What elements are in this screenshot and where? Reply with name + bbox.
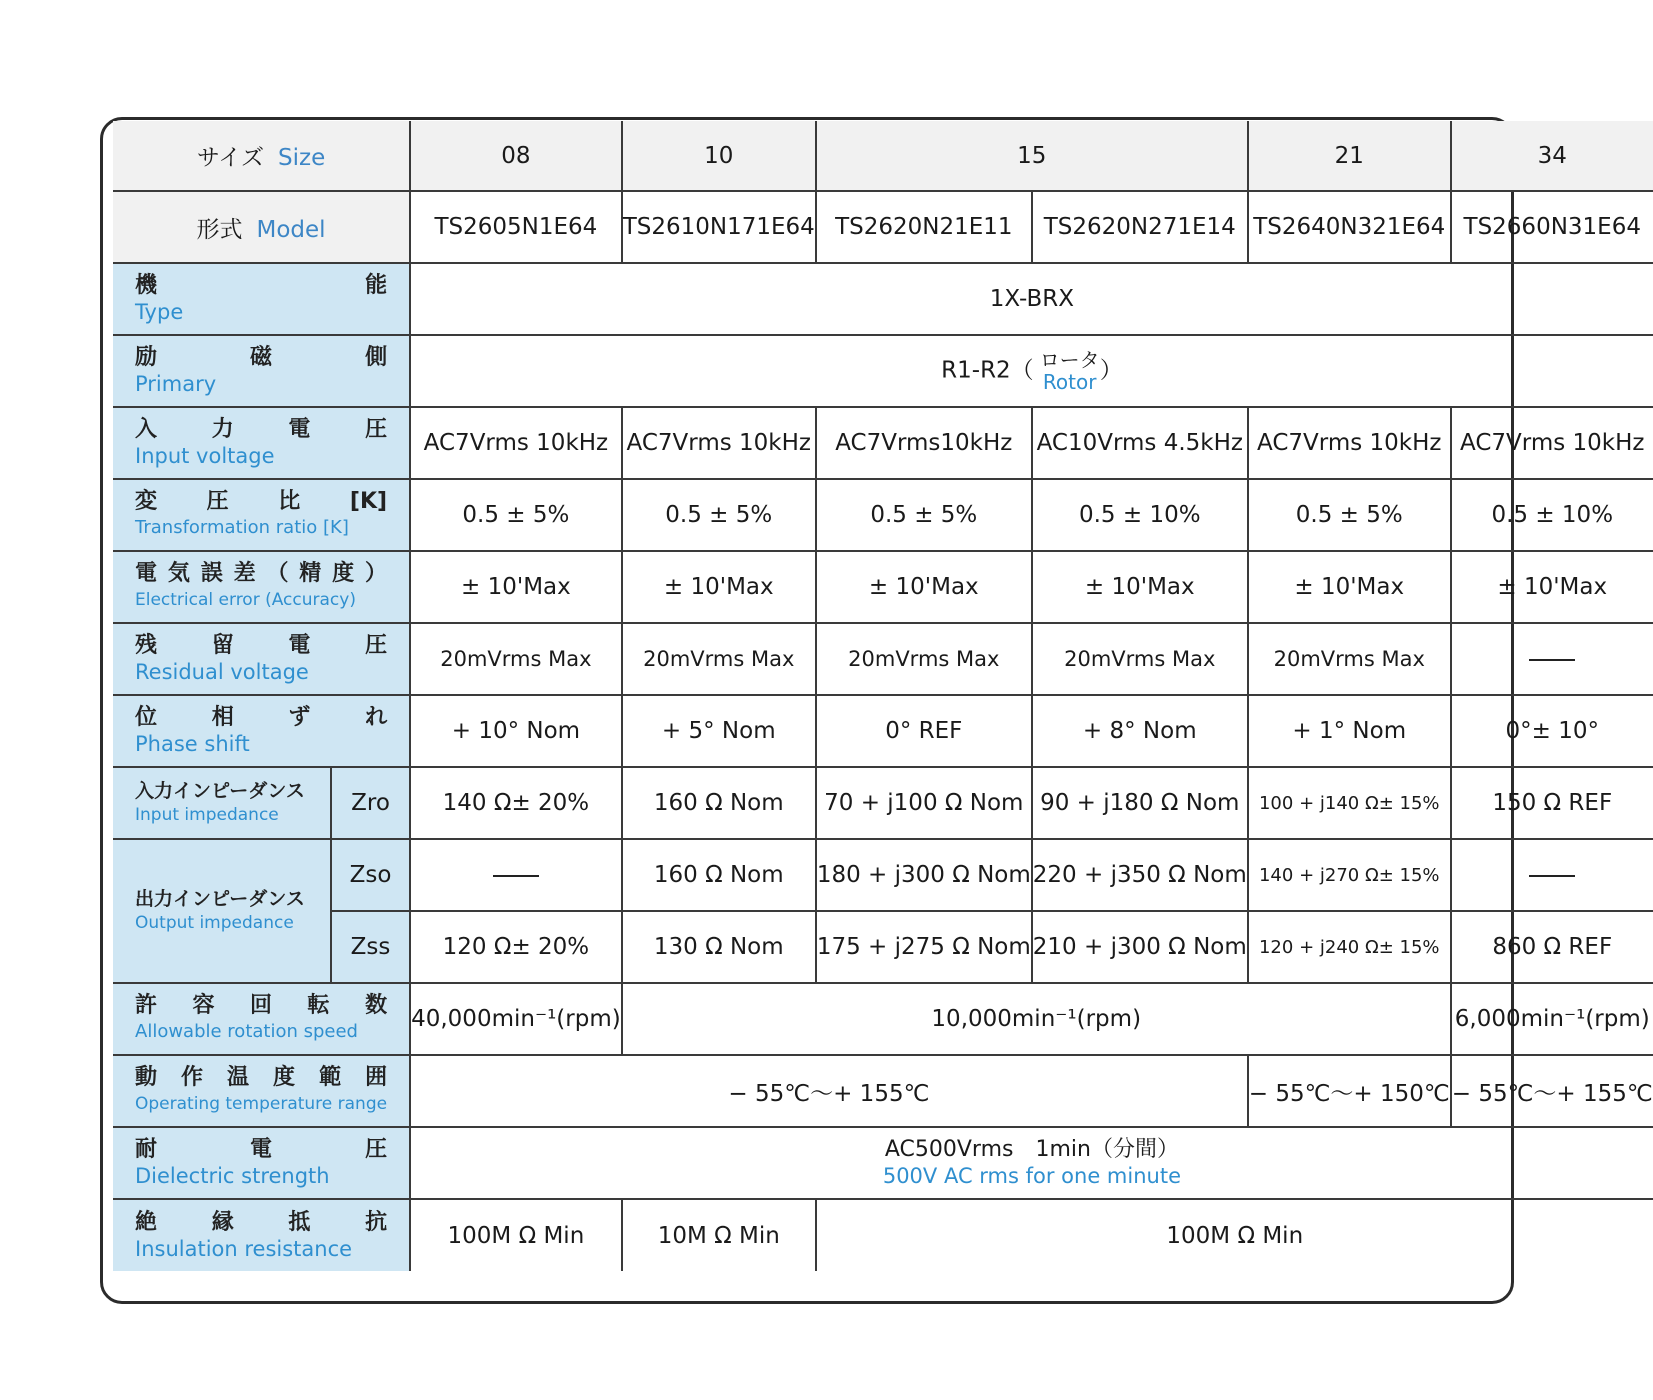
zss-cell: 120 + j240 Ω± 15%: [1248, 911, 1451, 983]
zso-cell: 220 + j350 Ω Nom: [1032, 839, 1248, 911]
zso-row: [113, 839, 1653, 911]
phase-shift-cell: + 8° Nom: [1032, 695, 1248, 767]
input-voltage-cell: AC7Vrms 10kHz: [410, 407, 622, 479]
rotation-speed-label: 許 容 回 転 数 Allowable rotation speed: [113, 983, 410, 1055]
zss-cell: 130 Ω Nom: [622, 911, 816, 983]
electrical-error-row: [113, 551, 1653, 623]
transformation-ratio-cell: 0.5 ± 5%: [622, 479, 816, 551]
transformation-ratio-cell: 0.5 ± 5%: [816, 479, 1032, 551]
operating-temp-cell: − 55℃〜+ 155℃: [410, 1055, 1248, 1127]
zso-cell: 180 + j300 Ω Nom: [816, 839, 1032, 911]
primary-label-jp: 励 磁 側: [135, 345, 388, 370]
output-impedance-label: 出力インピーダンス Output impedance: [113, 839, 331, 983]
input-voltage-cell: AC7Vrms 10kHz: [622, 407, 816, 479]
input-impedance-cell: 70 + j100 Ω Nom: [816, 767, 1032, 839]
zss-cell: 175 + j275 Ω Nom: [816, 911, 1032, 983]
rotor-note: ロータ Rotor: [1039, 348, 1100, 394]
primary-row: [113, 335, 1653, 407]
size-10: 10: [622, 121, 816, 191]
primary-label-en: Primary: [135, 372, 217, 396]
transformation-ratio-cell: 0.5 ± 10%: [1032, 479, 1248, 551]
type-label-jp: 機 能: [135, 273, 388, 298]
transformation-ratio-cell: 0.5 ± 5%: [410, 479, 622, 551]
dash-mark: [1529, 659, 1575, 661]
input-voltage-cell: AC7Vrms 10kHz: [1451, 407, 1653, 479]
dielectric-value: AC500Vrms 1min（分間） 500V AC rms for one minute: [410, 1127, 1653, 1199]
residual-voltage-cell-empty: [1451, 623, 1653, 695]
type-row: [113, 263, 1653, 335]
input-impedance-cell: 140 Ω± 20%: [410, 767, 622, 839]
zss-cell: 120 Ω± 20%: [410, 911, 622, 983]
zso-label: Zso: [331, 839, 410, 911]
model-label-en: Model: [256, 216, 326, 243]
input-impedance-row: [113, 767, 1653, 839]
electrical-error-cell: ± 10'Max: [1248, 551, 1451, 623]
zso-cell: 160 Ω Nom: [622, 839, 816, 911]
type-label: [113, 263, 410, 335]
electrical-error-cell: ± 10'Max: [1451, 551, 1653, 623]
transformation-ratio-cell: 0.5 ± 10%: [1451, 479, 1653, 551]
dielectric-row: [113, 1127, 1653, 1199]
primary-value: R1-R2（ ロータ Rotor ）: [410, 335, 1653, 407]
operating-temp-cell: − 55℃〜+ 155℃: [1451, 1055, 1653, 1127]
zss-label: Zss: [331, 911, 410, 983]
residual-voltage-cell: 20mVrms Max: [622, 623, 816, 695]
size-label: [113, 121, 410, 191]
spec-table: [113, 121, 1653, 1271]
input-voltage-cell: AC7Vrms10kHz: [816, 407, 1032, 479]
insulation-cell: 100M Ω Min: [410, 1199, 622, 1271]
model-row: [113, 191, 1653, 263]
model-cell: TS2640N321E64: [1248, 191, 1451, 263]
type-value: 1X-BRX: [410, 263, 1653, 335]
size-label-en: Size: [278, 145, 326, 171]
operating-temp-row: [113, 1055, 1653, 1127]
type-label-en: Type: [135, 300, 184, 324]
zss-cell: 860 Ω REF: [1451, 911, 1653, 983]
residual-voltage-cell: 20mVrms Max: [816, 623, 1032, 695]
size-label-jp: サイズ: [196, 145, 265, 171]
input-impedance-cell: 100 + j140 Ω± 15%: [1248, 767, 1451, 839]
model-cell: TS2620N21E11: [816, 191, 1032, 263]
transformation-ratio-label: 変 圧 比 [K] Transformation ratio [K]: [113, 479, 410, 551]
phase-shift-cell: + 10° Nom: [410, 695, 622, 767]
size-08: 08: [410, 121, 622, 191]
size-row: [113, 121, 1653, 191]
rotation-speed-cell: 6,000min⁻¹(rpm): [1451, 983, 1653, 1055]
input-impedance-label: 入力インピーダンス Input impedance: [113, 767, 331, 839]
phase-shift-cell: + 5° Nom: [622, 695, 816, 767]
zro-label: Zro: [331, 767, 410, 839]
input-impedance-cell: 150 Ω REF: [1451, 767, 1653, 839]
rotation-speed-cell: 40,000min⁻¹(rpm): [410, 983, 622, 1055]
insulation-row: [113, 1199, 1653, 1271]
transformation-ratio-row: [113, 479, 1653, 551]
zss-cell: 210 + j300 Ω Nom: [1032, 911, 1248, 983]
electrical-error-cell: ± 10'Max: [816, 551, 1032, 623]
electrical-error-cell: ± 10'Max: [622, 551, 816, 623]
size-34: 34: [1451, 121, 1653, 191]
transformation-ratio-cell: 0.5 ± 5%: [1248, 479, 1451, 551]
operating-temp-cell: − 55℃〜+ 150℃: [1248, 1055, 1451, 1127]
model-label: [113, 191, 410, 263]
zso-cell-empty: [410, 839, 622, 911]
insulation-cell: 10M Ω Min: [622, 1199, 816, 1271]
residual-voltage-label: 残 留 電 圧 Residual voltage: [113, 623, 410, 695]
input-impedance-cell: 90 + j180 Ω Nom: [1032, 767, 1248, 839]
dash-mark: [493, 875, 539, 877]
operating-temp-label: 動 作 温 度 範 囲 Operating temperature range: [113, 1055, 410, 1127]
model-cell: TS2610N171E64: [622, 191, 816, 263]
zss-row: [113, 911, 1653, 983]
phase-shift-row: [113, 695, 1653, 767]
phase-shift-cell: + 1° Nom: [1248, 695, 1451, 767]
insulation-cell: 100M Ω Min: [816, 1199, 1653, 1271]
primary-label: [113, 335, 410, 407]
primary-value-text: R1-R2（: [941, 357, 1034, 384]
rotation-speed-cell: 10,000min⁻¹(rpm): [622, 983, 1451, 1055]
input-voltage-cell: AC7Vrms 10kHz: [1248, 407, 1451, 479]
electrical-error-cell: ± 10'Max: [1032, 551, 1248, 623]
model-cell: TS2605N1E64: [410, 191, 622, 263]
residual-voltage-row: [113, 623, 1653, 695]
insulation-label: 絶 縁 抵 抗 Insulation resistance: [113, 1199, 410, 1271]
electrical-error-label: 電 気 誤 差 （ 精 度 ） Electrical error (Accuracy): [113, 551, 410, 623]
rotation-speed-row: [113, 983, 1653, 1055]
model-label-jp: 形式: [196, 216, 243, 243]
dash-mark: [1529, 875, 1575, 877]
input-voltage-cell: AC10Vrms 4.5kHz: [1032, 407, 1248, 479]
zso-cell: 140 + j270 Ω± 15%: [1248, 839, 1451, 911]
residual-voltage-cell: 20mVrms Max: [410, 623, 622, 695]
residual-voltage-cell: 20mVrms Max: [1032, 623, 1248, 695]
dielectric-label: 耐 電 圧 Dielectric strength: [113, 1127, 410, 1199]
input-impedance-cell: 160 Ω Nom: [622, 767, 816, 839]
input-voltage-row: [113, 407, 1653, 479]
phase-shift-cell: 0°± 10°: [1451, 695, 1653, 767]
model-cell: TS2620N271E14: [1032, 191, 1248, 263]
zso-cell-empty: [1451, 839, 1653, 911]
phase-shift-label: 位 相 ず れ Phase shift: [113, 695, 410, 767]
model-cell: TS2660N31E64: [1451, 191, 1653, 263]
size-21: 21: [1248, 121, 1451, 191]
size-15: 15: [816, 121, 1248, 191]
input-voltage-label: 入 力 電 圧 Input voltage: [113, 407, 410, 479]
residual-voltage-cell: 20mVrms Max: [1248, 623, 1451, 695]
electrical-error-cell: ± 10'Max: [410, 551, 622, 623]
phase-shift-cell: 0° REF: [816, 695, 1032, 767]
